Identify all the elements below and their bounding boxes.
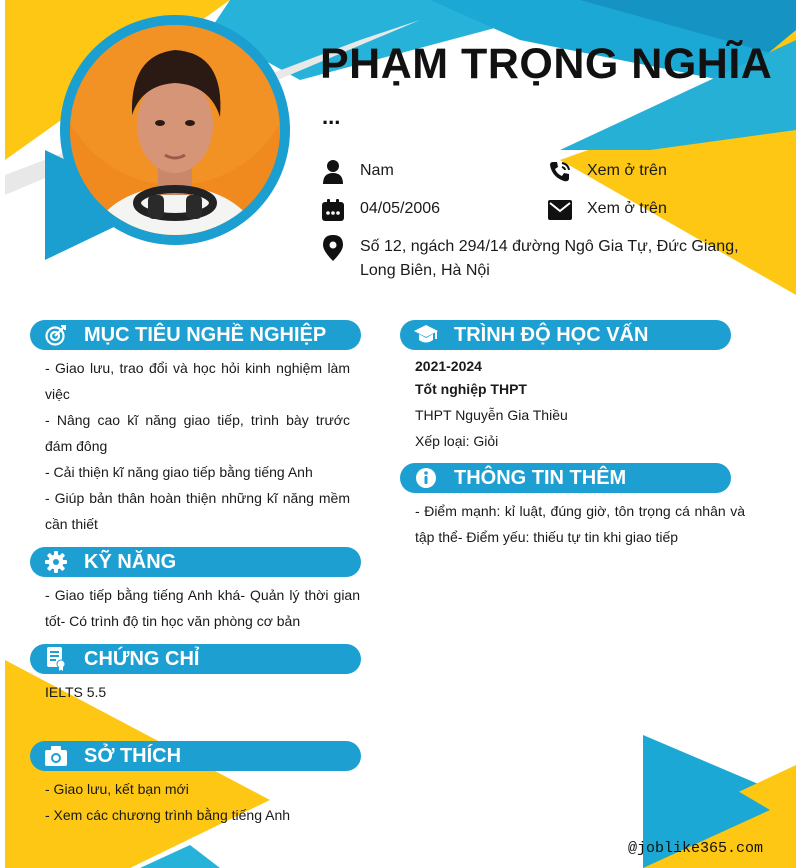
email-value: Xem ở trên <box>587 200 667 217</box>
graduation-cap-icon <box>414 323 438 347</box>
contact-email <box>547 197 667 223</box>
location-pin-icon <box>320 235 346 261</box>
certificate-icon <box>44 647 68 671</box>
section-header-objective <box>30 320 361 350</box>
camera-icon <box>44 744 68 768</box>
hobby-line: - Giao lưu, kết bạn mới <box>45 781 189 797</box>
education-period: 2021-2024 <box>415 358 482 374</box>
education-body <box>415 354 745 453</box>
candidate-name: PHẠM TRỌNG NGHĨA <box>320 40 773 88</box>
objective-body <box>45 355 350 537</box>
skills-text: - Giao tiếp bằng tiếng Anh khá- Quản lý thời gian tốt- Có trình độ tin học văn phòng cơ bản <box>45 587 360 629</box>
hobbies-body <box>45 776 360 828</box>
footer-watermark: @joblike365.com <box>628 840 764 857</box>
target-icon <box>44 323 68 347</box>
gear-icon <box>44 550 68 574</box>
avatar <box>70 25 280 235</box>
section-header-hobbies <box>30 741 361 771</box>
section-title: MỤC TIÊU NGHỀ NGHIỆP <box>84 323 327 346</box>
contact-phone <box>547 159 667 185</box>
hobby-line: - Xem các chương trình bằng tiếng Anh <box>45 807 291 823</box>
envelope-icon <box>547 197 573 223</box>
objective-line: - Nâng cao kĩ năng giao tiếp, trình bày trước đám đông <box>45 412 350 454</box>
contact-address <box>320 235 770 283</box>
calendar-icon <box>320 197 346 223</box>
certificate-text: IELTS 5.5 <box>45 684 107 700</box>
address-value: Số 12, ngách 294/14 đường Ngô Gia Tự, Đức Giang, Long Biên, Hà Nội <box>360 238 739 279</box>
birthdate-value: 04/05/2006 <box>360 200 441 217</box>
section-title: THÔNG TIN THÊM <box>454 466 627 489</box>
section-title: TRÌNH ĐỘ HỌC VẤN <box>454 323 649 346</box>
additional-body <box>415 498 745 550</box>
section-header-additional <box>400 463 731 493</box>
objective-line: - Giao lưu, trao đổi và học hỏi kinh nghiệm làm việc <box>45 360 350 402</box>
section-title: SỞ THÍCH <box>84 744 182 767</box>
section-header-skills <box>30 547 361 577</box>
avatar-ring <box>60 15 290 245</box>
objective-line: - Cải thiện kĩ năng giao tiếp bằng tiếng Anh <box>45 464 313 480</box>
education-degree: Tốt nghiệp THPT <box>415 381 527 397</box>
gender-value: Nam <box>360 162 394 179</box>
section-title: KỸ NĂNG <box>84 550 177 573</box>
phone-value: Xem ở trên <box>587 162 667 179</box>
section-header-education <box>400 320 731 350</box>
education-grade: Xếp loại: Giỏi <box>415 433 499 449</box>
skills-body <box>45 582 360 634</box>
info-icon <box>414 466 438 490</box>
person-icon <box>320 159 346 185</box>
phone-icon <box>547 159 573 185</box>
additional-text: - Điểm mạnh: kỉ luật, đúng giờ, tôn trọng cá nhân và tập thể- Điểm yếu: thiếu tự tin khi giao tiếp <box>415 503 745 545</box>
certificates-body <box>45 679 360 705</box>
name-subtitle: ... <box>322 104 341 129</box>
objective-line: - Giúp bản thân hoàn thiện những kĩ năng mềm cần thiết <box>45 490 350 532</box>
contact-gender <box>320 159 394 185</box>
education-school: THPT Nguyễn Gia Thiều <box>415 407 568 423</box>
contact-birthdate <box>320 197 440 223</box>
section-title: CHỨNG CHỈ <box>84 647 200 670</box>
section-header-certificates <box>30 644 361 674</box>
